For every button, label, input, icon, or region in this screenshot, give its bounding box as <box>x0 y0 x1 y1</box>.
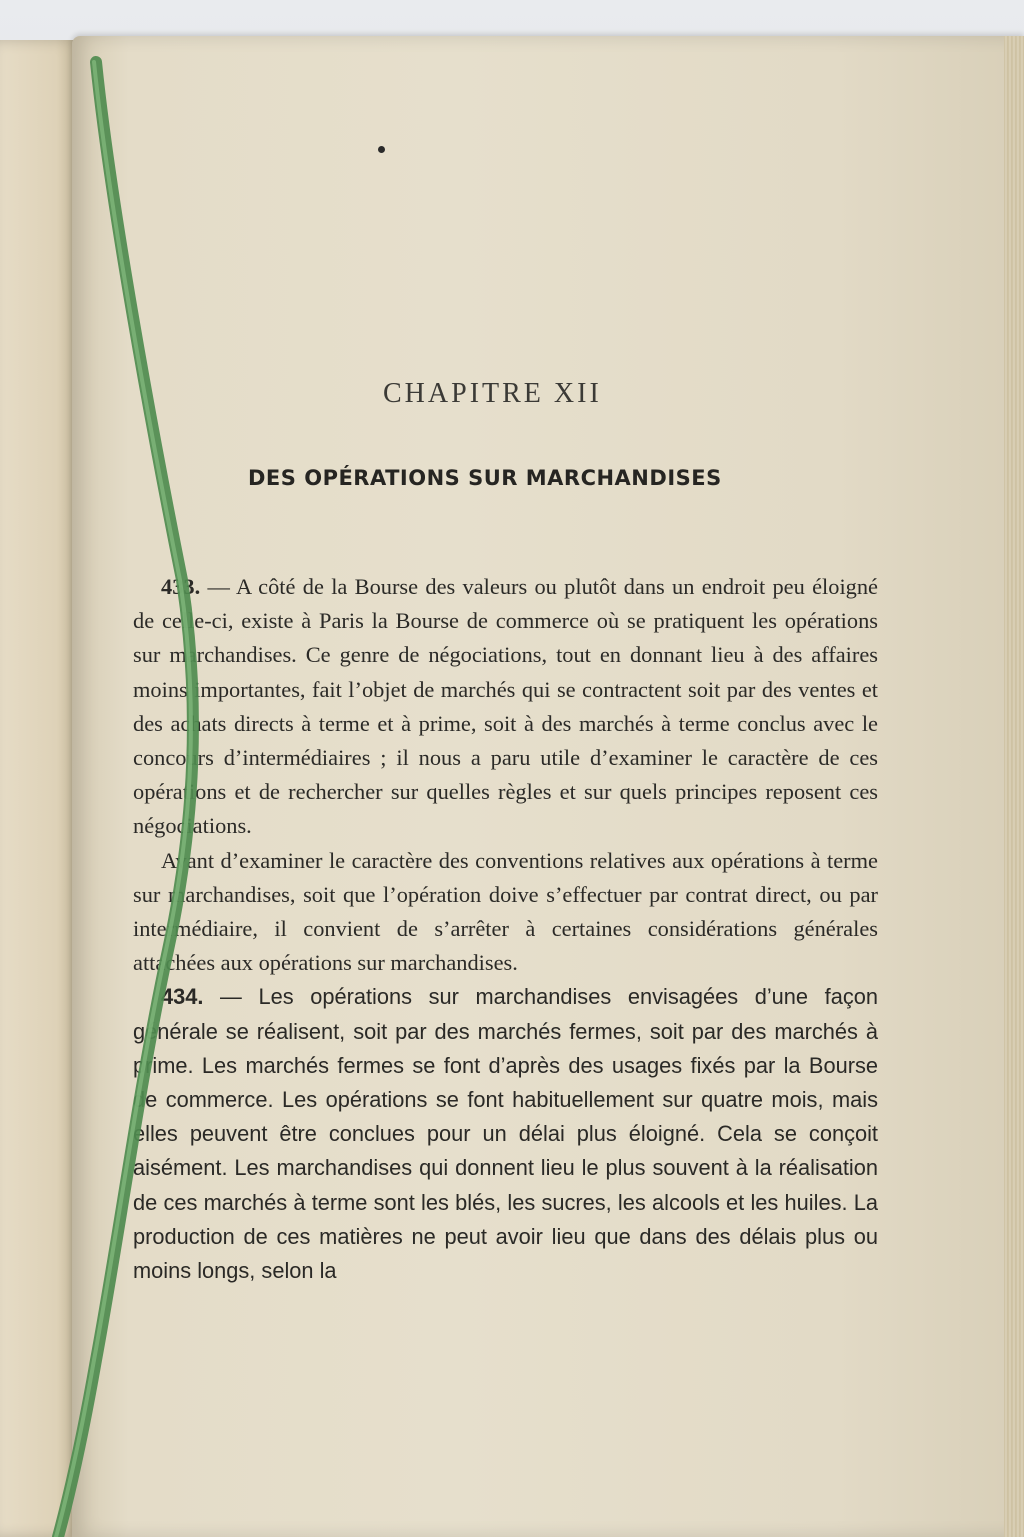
body-text <box>133 570 878 1288</box>
chapter-title: CHAPITRE XII <box>383 378 602 409</box>
paragraph-434 <box>133 980 878 1288</box>
paragraph-text: — A côté de la Bourse des valeurs ou plutôt dans un endroit peu éloigné de celle-ci, existe à Paris la Bourse de commerce où se pratiquent les opérations sur marchandises. Ce genre de négociations, tout en donnant lieu à des affaires moins importantes, fait l’objet de marchés qui se contractent soit par des ventes et des achats directs à terme et à prime, soit à des marchés à terme conclus avec le concours d’intermédiaires ; il nous a paru utile d’examiner le caractère de ces opérations et de rechercher sur quelles règles et sur quels principes reposent ces négociations. <box>133 574 878 839</box>
section-title: DES OPÉRATIONS SUR MARCHANDISES <box>248 466 722 490</box>
paragraph-number: 433. <box>161 574 201 599</box>
left-page-edge <box>0 40 80 1537</box>
ink-dot <box>378 146 385 153</box>
paragraph-number: 434. <box>161 984 204 1010</box>
paragraph-text: — Les opérations sur marchandises envisagées d’une façon générale se réalisent, soit par des marchés fermes, soit par des marchés à prime. Les marchés fermes se font d’après des usages fixés par la Bourse de commerce. Les opérations se font habituellement sur quatre mois, mais elles peuvent être conclues pour un délai plus éloigné. Cela se conçoit aisément. Les marchandises qui donnent lieu le plus souvent à la réalisation de ces marchés à terme sont les blés, les sucres, les alcools et les huiles. La production de ces matières ne peut avoir lieu que dans des délais plus ou moins longs, selon la <box>133 984 878 1284</box>
paragraph-text: Avant d’examiner le caractère des conventions relatives aux opérations à terme sur marchandises, soit que l’opération doive s’effectuer par contrat direct, ou par intermédiaire, il convient de s’arrêter à certaines considérations générales attachées aux opérations sur marchandises. <box>133 847 878 976</box>
page-stack-edge <box>1004 36 1024 1537</box>
paragraph-433 <box>133 570 878 844</box>
paragraph-continuation <box>133 844 878 981</box>
